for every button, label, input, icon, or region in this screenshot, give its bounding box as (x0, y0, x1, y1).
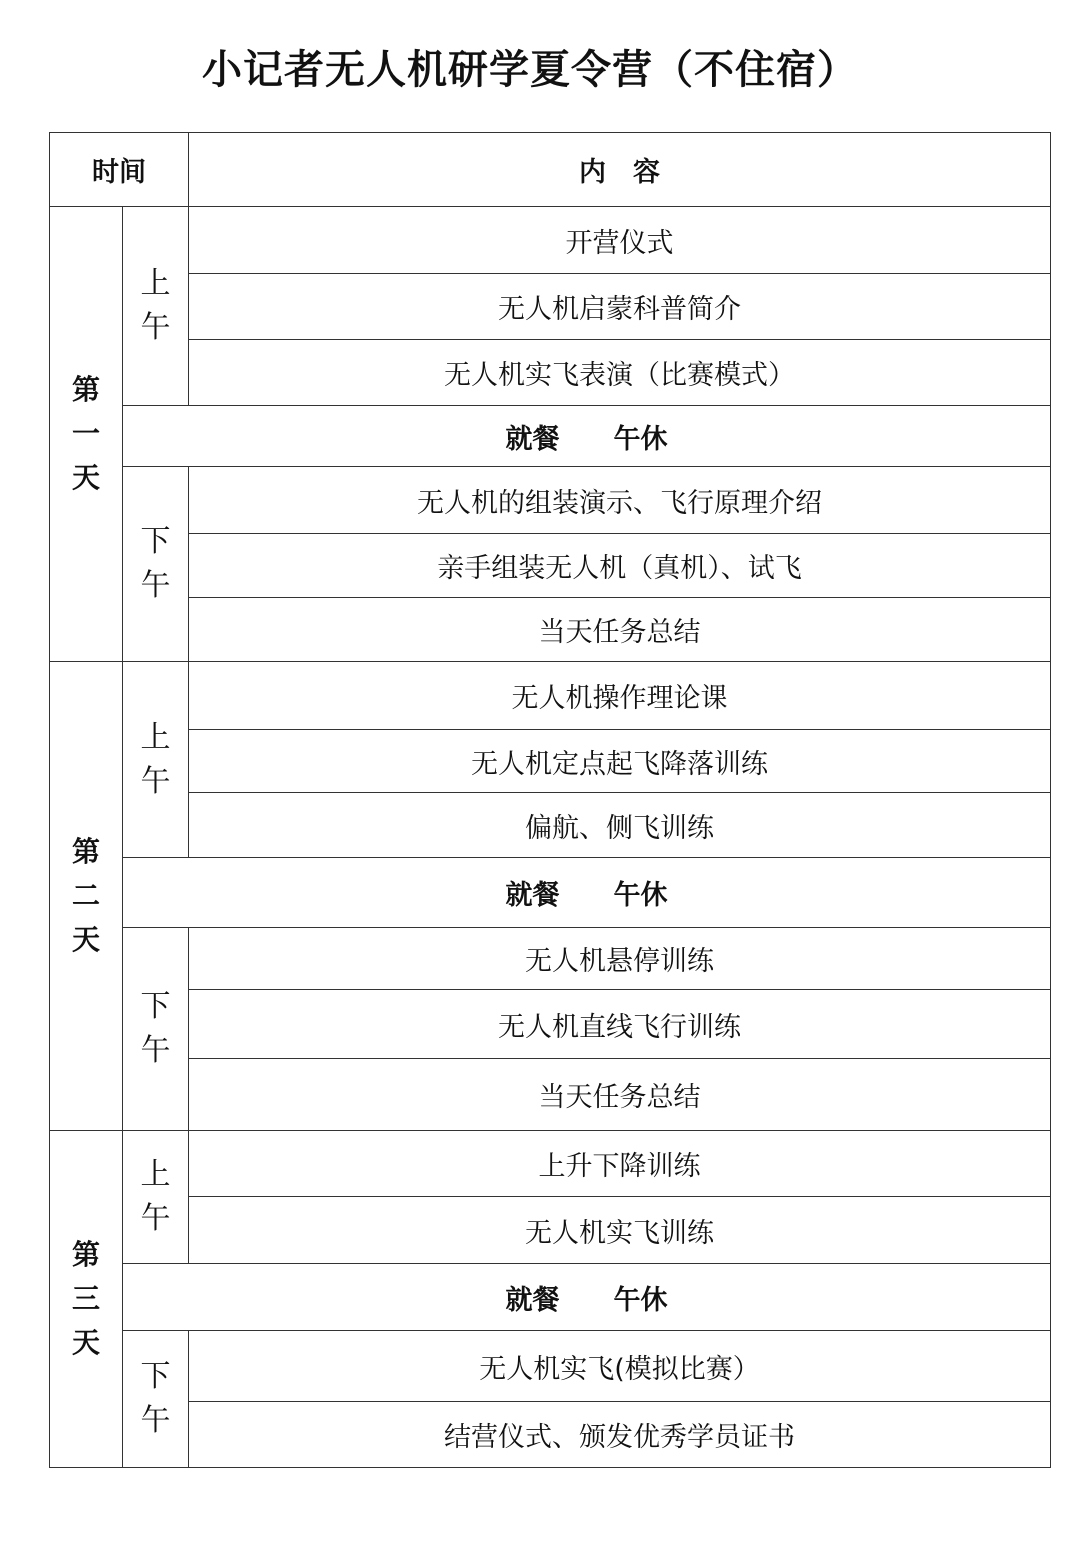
header-content: 内 容 (189, 133, 1051, 207)
afternoon-label: 下 午 (123, 467, 189, 662)
table-row (50, 662, 1051, 730)
activity-cell: 无人机定点起飞降落训练 (189, 730, 1051, 793)
activity-cell: 上升下降训练 (189, 1131, 1051, 1197)
table-row (50, 207, 1051, 274)
table-header-row (50, 133, 1051, 207)
schedule-table (49, 132, 1051, 1468)
page-title: 小记者无人机研学夏令营（不住宿） (202, 47, 858, 93)
morning-label: 上 午 (123, 207, 189, 406)
table-row (50, 467, 1051, 534)
activity-cell: 当天任务总结 (189, 1059, 1051, 1131)
table-row (50, 340, 1051, 406)
table-row (50, 1402, 1051, 1468)
day-label-2: 第 二 天 (50, 662, 123, 1131)
activity-cell: 无人机操作理论课 (189, 662, 1051, 730)
lunch-break-row: 就餐 午休 (123, 858, 1051, 928)
table-row (50, 858, 1051, 928)
day-label-3: 第 三 天 (50, 1131, 123, 1468)
table-row (50, 730, 1051, 793)
lunch-break-row: 就餐 午休 (123, 1264, 1051, 1331)
afternoon-label: 下 午 (123, 928, 189, 1131)
afternoon-label: 下 午 (123, 1331, 189, 1468)
activity-cell: 开营仪式 (189, 207, 1051, 274)
morning-label: 上 午 (123, 1131, 189, 1264)
activity-cell: 无人机实飞表演（比赛模式） (189, 340, 1051, 406)
table-row (50, 1331, 1051, 1402)
activity-cell: 无人机实飞(模拟比赛） (189, 1331, 1051, 1402)
table-row (50, 928, 1051, 990)
table-row (50, 598, 1051, 662)
table-row (50, 534, 1051, 598)
activity-cell: 无人机悬停训练 (189, 928, 1051, 990)
header-time: 时间 (50, 133, 189, 207)
table-row (50, 1059, 1051, 1131)
activity-cell: 偏航、侧飞训练 (189, 793, 1051, 858)
table-row (50, 1131, 1051, 1197)
activity-cell: 结营仪式、颁发优秀学员证书 (189, 1402, 1051, 1468)
activity-cell: 无人机启蒙科普简介 (189, 274, 1051, 340)
activity-cell: 亲手组装无人机（真机）、试飞 (189, 534, 1051, 598)
activity-cell: 无人机直线飞行训练 (189, 990, 1051, 1059)
table-row (50, 990, 1051, 1059)
activity-cell: 无人机的组装演示、飞行原理介绍 (189, 467, 1051, 534)
table-row (50, 274, 1051, 340)
table-row (50, 1197, 1051, 1264)
table-row (50, 1264, 1051, 1331)
table-row (50, 406, 1051, 467)
day-label-1: 第 一 天 (50, 207, 123, 662)
table-row (50, 793, 1051, 858)
activity-cell: 无人机实飞训练 (189, 1197, 1051, 1264)
morning-label: 上 午 (123, 662, 189, 858)
lunch-break-row: 就餐 午休 (123, 406, 1051, 467)
activity-cell: 当天任务总结 (189, 598, 1051, 662)
